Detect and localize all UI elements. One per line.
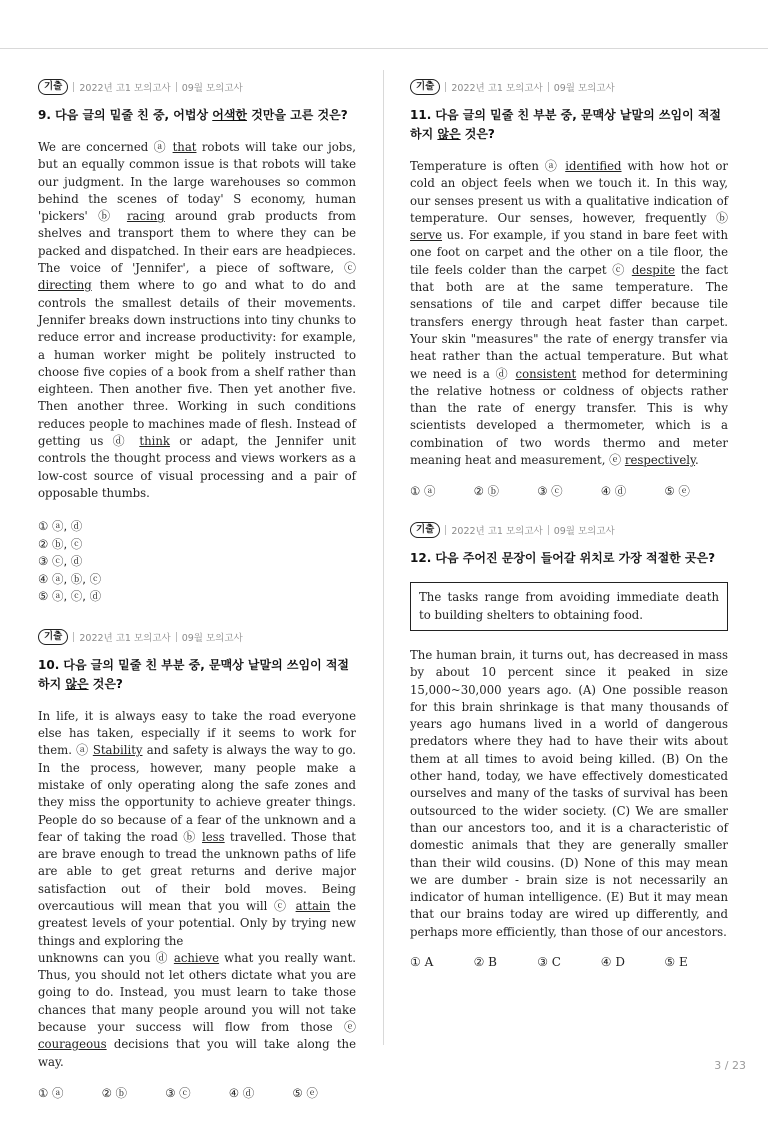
question-source-tag bbox=[410, 521, 728, 539]
answer-choices bbox=[38, 1085, 356, 1101]
source-month: 09월 모의고사 bbox=[181, 632, 243, 644]
choice-4[interactable]: ④ ⓓ bbox=[228, 1085, 255, 1100]
given-sentence-box: The tasks range from avoiding immediate death to building shelters to obtaining food. bbox=[410, 582, 728, 631]
source-year: 2022년 고1 모의고사 bbox=[451, 526, 543, 538]
source-year: 2022년 고1 모의고사 bbox=[79, 83, 171, 94]
header-rule bbox=[0, 48, 768, 49]
past-exam-badge: 기출 bbox=[38, 79, 68, 95]
choice-5[interactable]: ⑤ ⓔ bbox=[292, 1085, 318, 1100]
choice-3[interactable]: ③ ⓒ bbox=[537, 484, 563, 499]
choice-3[interactable]: ③ ⓒ, ⓓ bbox=[38, 554, 83, 569]
left-column bbox=[38, 78, 356, 1123]
choice-1[interactable]: ① ⓐ bbox=[410, 484, 436, 499]
page-number: 3 / 23 bbox=[714, 1059, 746, 1072]
choice-4[interactable]: ④ ⓐ, ⓑ, ⓒ bbox=[38, 571, 102, 586]
choice-1[interactable]: ① A bbox=[410, 954, 434, 969]
choice-3[interactable]: ③ ⓒ bbox=[165, 1085, 191, 1100]
answer-choices bbox=[410, 955, 728, 969]
source-year: 2022년 고1 모의고사 bbox=[451, 83, 543, 94]
choice-2[interactable]: ② B bbox=[473, 954, 497, 969]
choice-5[interactable]: ⑤ ⓐ, ⓒ, ⓓ bbox=[38, 589, 102, 604]
past-exam-badge: 기출 bbox=[38, 629, 68, 645]
answer-choices bbox=[38, 518, 356, 606]
source-month: 09월 모의고사 bbox=[181, 83, 243, 94]
choice-2[interactable]: ② ⓑ bbox=[101, 1085, 128, 1100]
question-source-tag bbox=[410, 78, 728, 96]
choice-4[interactable]: ④ ⓓ bbox=[600, 484, 627, 499]
question-passage: In life, it is always easy to take the road everyone else has taken, especially if it seems to work for them. ⓐ Stability and safety is always the way to go. In the process, however, many people make a mistake of only operating along the safe zones and they miss the opportunity to achieve greater things. People do so because of a fear of the unknown and a fear of taking the road ⓑ less travelled. Those that are brave enough to tread the unknown paths of life are able to get great returns and derive major satisfaction out of their bold moves. Being overcautious will mean that you will ⓒ attain the greatest levels of your potential. Only by trying new things and exploring the unknowns can you ⓓ achieve what you really want. Thus, you should not let others dictate what you are going to do. Instead, you must learn to take those chances that many people around you will not take because your success will flow from those ⓔ courageous decisions that you will take along the way. bbox=[38, 708, 357, 1069]
answer-choices bbox=[410, 483, 728, 499]
choice-5[interactable]: ⑤ E bbox=[664, 954, 688, 969]
question-passage: The human brain, it turns out, has decreased in mass by about 10 percent since it peaked in size 15,000~30,000 years ago. (A) One possible reason for this brain shrinkage is that many thousands of years ago humans lived in a world of dangerous predators where they had to have their wits about them at all times to avoid being killed. (B) On the other hand, today, we have effectively domesticated ourselves and many of the tasks of survival has been outsourced to the wider society. (C) We are smaller than our ancestors too, and it is a characteristic of domestic animals that they are generally smaller than their wild cousins. (D) None of this may mean we are dumber - brain size is not necessarily an indicator of human intelligence. (E) But it may mean that our brains today are wired up differently, and perhaps more efficiently, than those of our ancestors. bbox=[410, 647, 728, 939]
choice-2[interactable]: ② ⓑ bbox=[473, 484, 500, 499]
question-passage: We are concerned ⓐ that robots will take our jobs, but an equally common issue is that robots will take our judgment. In the large warehouses so common behind the scenes of today' S economy, human 'pickers' ⓑ racing around grab products from shelves and transport them to where they can be packed and dispatched. In their ears are headpieces. The voice of 'Jennifer', a piece of software, ⓒ directing them where to go and what to do and controls the smallest details of their movements. Jennifer breaks down instructions into tiny chunks to reduce error and increase productivity: for example, a human worker might be politely instructed to choose five copies of a book from a shelf rather than eighteen. Then another five. Then yet another five. Then another three. Working in such conditions reduces people to machines made of flesh. Instead of getting us ⓓ think or adapt, the Jennifer unit controls the thought process and views workers as a low-cost source of visual processing and a pair of opposable thumbs. bbox=[38, 140, 356, 500]
right-column bbox=[410, 78, 728, 991]
choice-2[interactable]: ② ⓑ, ⓒ bbox=[38, 536, 83, 551]
source-year: 2022년 고1 모의고사 bbox=[79, 632, 171, 644]
question-10 bbox=[38, 628, 356, 1101]
question-passage: Temperature is often ⓐ identified with how hot or cold an object feels when we touch it. In this way, our senses present us with a qualitative indication of temperature. Our senses, however, frequently ⓑ serve us. For example, if you stand in bare feet with one foot on carpet and the other on a tile floor, the tile feels colder than the carpet ⓒ despite the fact that both are at the same temperature. The sensations of tile and carpet differ because tile transfers energy through heat faster than carpet. Your skin "measures" the rate of energy transfer via heat rather than the actual temperature. But what we need is a ⓓ consistent method for determining the relative hotness or coldness of objects rather than the rate of energy transfer. This is why scientists developed a thermometer, which is a combination of two words thermo and meter meaning heat and measurement, ⓔ respectively. bbox=[410, 159, 729, 468]
question-title: 9. 다음 글의 밑줄 친 중, 어법상 어색한 것만을 고른 것은? bbox=[38, 108, 348, 122]
choice-3[interactable]: ③ C bbox=[537, 954, 561, 969]
choice-4[interactable]: ④ D bbox=[600, 954, 625, 969]
question-11 bbox=[410, 78, 728, 499]
source-month: 09월 모의고사 bbox=[553, 83, 615, 94]
question-title: 11. 다음 글의 밑줄 친 부분 중, 문맥상 낱말의 쓰임이 적절하지 않은 것은? bbox=[410, 108, 722, 141]
choice-1[interactable]: ① ⓐ bbox=[38, 1085, 64, 1100]
question-title: 10. 다음 글의 밑줄 친 부분 중, 문맥상 낱말의 쓰임이 적절하지 않은 것은? bbox=[38, 657, 350, 691]
question-source-tag bbox=[38, 628, 356, 646]
question-9 bbox=[38, 78, 356, 606]
question-title: 12. 다음 주어진 문장이 들어갈 위치로 가장 적절한 곳은? bbox=[410, 551, 716, 566]
choice-5[interactable]: ⑤ ⓔ bbox=[664, 484, 690, 499]
column-divider bbox=[383, 70, 384, 1045]
past-exam-badge: 기출 bbox=[410, 522, 440, 538]
question-12 bbox=[410, 521, 728, 969]
question-source-tag bbox=[38, 78, 356, 96]
choice-1[interactable]: ① ⓐ, ⓓ bbox=[38, 519, 83, 534]
past-exam-badge: 기출 bbox=[410, 79, 440, 95]
source-month: 09월 모의고사 bbox=[553, 526, 615, 538]
